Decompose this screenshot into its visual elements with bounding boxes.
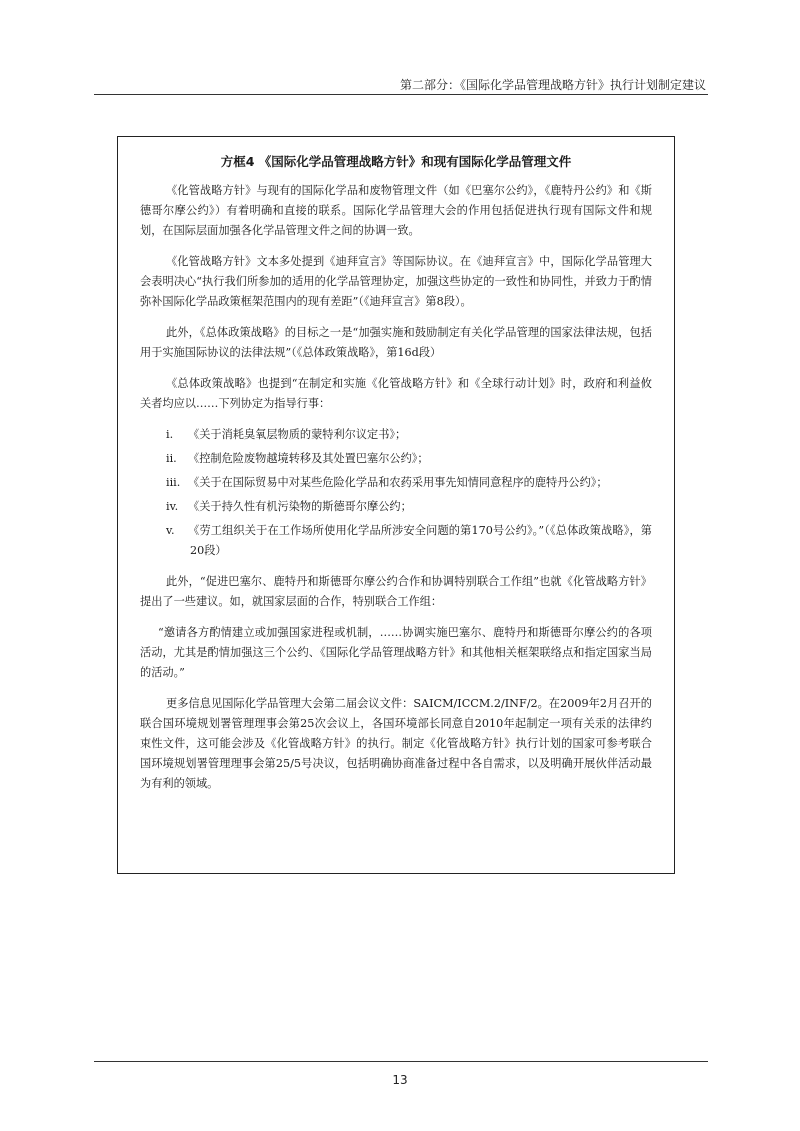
list-item-text: 《关于持久性有机污染物的斯德哥尔摩公约； xyxy=(188,500,412,513)
paragraph-joint-working-group: 此外，“促进巴塞尔、鹿特丹和斯德哥尔摩公约合作和协调特别联合工作组”也就《化管战略方针》提出了一些建议。如，就国家层面的合作，特别联合工作组： xyxy=(140,575,652,608)
header-rule xyxy=(94,94,708,95)
list-item xyxy=(140,497,652,517)
list-item-text: 《劳工组织关于在工作场所使用化学品所涉安全问题的第170号公约》。”（《总体政策战略》，第20段） xyxy=(188,524,652,557)
list-item-text: 《关于消耗臭氧层物质的蒙特利尔议定书》； xyxy=(188,428,407,441)
quote-joint-working-group: “邀请各方酌情建立或加强国家进程或机制，……协调实施巴塞尔、鹿特丹和斯德哥尔摩公约的各项活动，尤其是酌情加强这三个公约、《国际化学品管理战略方针》和其他相关框架联络点和指定国家当局的活动。” xyxy=(140,626,652,679)
paragraph-ops-guidance: 《总体政策战略》也提到“在制定和实施《化管战略方针》和《全球行动计划》时，政府和利益攸关者均应以……下列协定为指导行事： xyxy=(140,377,652,410)
box-4 xyxy=(117,136,675,874)
list-item xyxy=(140,425,652,445)
footer-rule xyxy=(94,1061,708,1062)
paragraph-intro: 《化管战略方针》与现有的国际化学品和废物管理文件（如《巴塞尔公约》，《鹿特丹公约》和《斯德哥尔摩公约》）有着明确和直接的联系。国际化学品管理大会的作用包括促进执行现有国际文件和规划，在国际层面加强各化学品管理文件之间的协调一致。 xyxy=(140,184,652,237)
list-item-text: 《控制危险废物越境转移及其处置巴塞尔公约》； xyxy=(188,452,429,465)
list-item-number: iii. xyxy=(166,476,181,489)
box-title: 方框4 《国际化学品管理战略方针》和现有国际化学品管理文件 xyxy=(220,154,572,169)
paragraph-ops-objective: 此外，《总体政策战略》的目标之一是“加强实施和鼓励制定有关化学品管理的国家法律法规，包括用于实施国际协议的法律法规”（《总体政策战略》，第16d段） xyxy=(140,326,652,359)
paragraph-more-information: 更多信息见国际化学品管理大会第二届会议文件：SAICM/ICCM.2/INF/2。在2009年2月召开的联合国环境规划署管理理事会第25次会议上，各国环境部长同意自2010年起制定一项有关汞的法律约束性文件，这可能会涉及《化管战略方针》的执行。制定《化管战略方针》执行计划的国家可参考联合国环境规划署管理理事会第25/5号决议，包括明确协商准备过程中各自需求，以及明确开展伙伴活动最为有利的领域。 xyxy=(140,697,652,790)
list-item xyxy=(140,449,652,469)
paragraph-dubai-declaration: 《化管战略方针》文本多处提到《迪拜宣言》等国际协议。在《迪拜宣言》中，国际化学品管理大会表明决心“执行我们所参加的适用的化学品管理协定，加强这些协定的一致性和协同性，并致力于酌情弥补国际化学品政策框架范围内的现有差距”（《迪拜宣言》第8段）。 xyxy=(140,255,652,308)
list-item-number: ii. xyxy=(166,452,177,465)
list-item-number: v. xyxy=(166,524,175,537)
list-item-text: 《关于在国际贸易中对某些危险化学品和农药采用事先知情同意程序的鹿特丹公约》； xyxy=(188,476,608,489)
running-header: 第二部分：《国际化学品管理战略方针》执行计划制定建议 xyxy=(399,78,706,92)
list-item xyxy=(140,473,652,493)
page-number: 13 xyxy=(392,1073,408,1087)
list-item xyxy=(140,521,652,561)
list-item-number: i. xyxy=(166,428,174,441)
agreement-list xyxy=(140,425,652,561)
list-item-number: iv. xyxy=(166,500,179,513)
